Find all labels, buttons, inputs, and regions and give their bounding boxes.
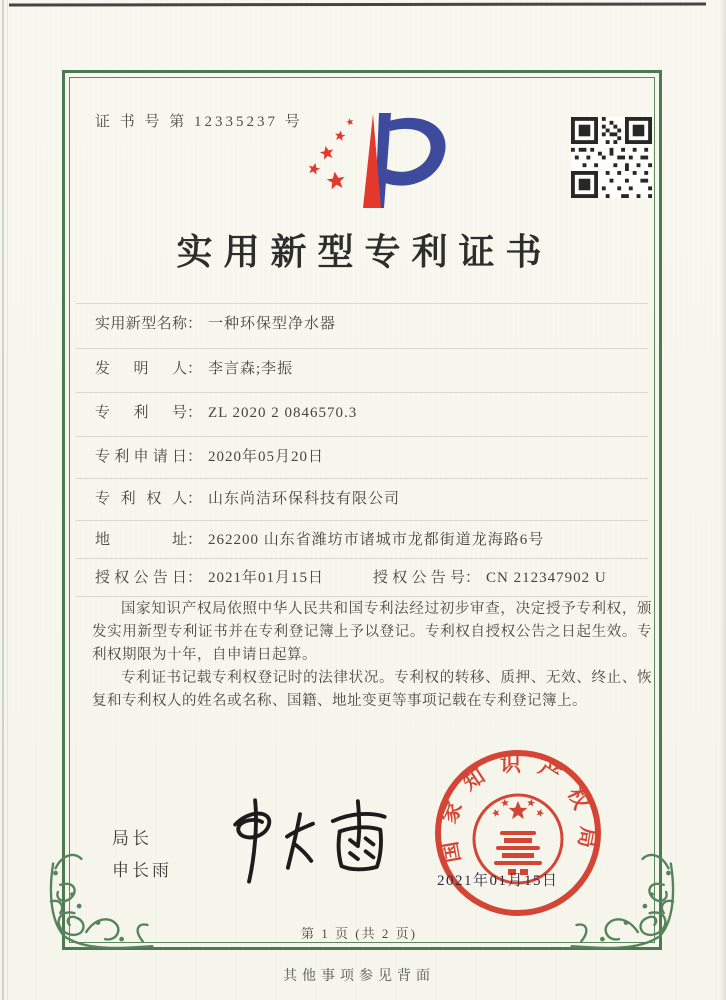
field-label: 实用新型名称 xyxy=(95,316,187,332)
certificate-number: 证 书 号 第 12335237 号 xyxy=(95,114,303,130)
scan-edge-artifact-left-2 xyxy=(7,0,8,1000)
field-label: 专利申请日 xyxy=(95,449,187,465)
scan-edge-artifact-top xyxy=(9,3,706,7)
seal-date: 2021年01月15日 xyxy=(437,873,559,889)
field-value: ZL 2020 2 0846570.3 xyxy=(208,405,358,421)
field-label: 发明人 xyxy=(95,361,187,377)
back-reference-note: 其他事项参见背面 xyxy=(283,969,435,984)
signatory-title: 局长 xyxy=(112,829,152,848)
official-seal xyxy=(432,747,604,919)
field-patent-number: 专利号： ZL 2020 2 0846570.3 xyxy=(95,401,357,422)
row-divider xyxy=(76,392,648,393)
field-label: 地址 xyxy=(95,532,187,548)
field-value: 李言森;李振 xyxy=(208,361,294,377)
row-divider xyxy=(76,303,648,304)
seal-ring-text: 国家知识产权局 xyxy=(435,751,601,865)
scan-edge-artifact-left xyxy=(2,0,4,1000)
field-grant-date: 授权公告日： 2021年01月15日 xyxy=(95,570,325,586)
qr-code xyxy=(571,117,652,198)
field-value: 山东尚洁环保科技有限公司 xyxy=(208,491,401,507)
field-utility-model-name: 实用新型名称： 一种环保型净水器 xyxy=(95,312,336,333)
field-label: 专利号 xyxy=(95,405,187,421)
field-value: 262200 山东省潍坊市诸城市龙都街道龙海路6号 xyxy=(208,532,545,548)
legal-paragraph-1: 国家知识产权局依照中华人民共和国专利法经过初步审查，决定授予专利权，颁发实用新型专利证书并在专利登记簿上予以登记。专利权自授权公告之日起生效。专利权期限为十年，自申请日起算。 xyxy=(92,601,652,663)
page-number: 第 1 页 (共 2 页) xyxy=(301,926,417,941)
field-value: 一种环保型净水器 xyxy=(208,316,337,332)
field-inventor: 发明人： 李言森;李振 xyxy=(95,357,293,378)
row-divider xyxy=(76,558,648,559)
signatory-name: 申长雨 xyxy=(112,861,172,880)
handwritten-signature xyxy=(205,790,395,885)
field-patentee: 专利权人： 山东尚洁环保科技有限公司 xyxy=(95,487,400,508)
row-divider xyxy=(76,478,648,479)
scan-edge-shadow-right xyxy=(720,0,726,1000)
field-grant-number: 授权公告号： CN 212347902 U xyxy=(373,570,607,586)
row-divider xyxy=(76,520,648,521)
legal-text xyxy=(92,598,652,713)
row-divider xyxy=(76,436,648,437)
field-value: 2020年05月20日 xyxy=(208,449,325,465)
row-divider xyxy=(76,348,648,349)
field-filing-date: 专利申请日： 2020年05月20日 xyxy=(95,445,324,466)
field-address: 地址： 262200 山东省潍坊市诸城市龙都街道龙海路6号 xyxy=(95,528,544,549)
certificate-title: 实用新型专利证书 xyxy=(176,232,553,272)
field-label: 专利权人 xyxy=(95,491,187,507)
legal-paragraph-2: 专利证书记载专利权登记时的法律状况。专利权的转移、质押、无效、终止、恢复和专利权人的姓名或名称、国籍、地址变更等事项记载在专利登记簿上。 xyxy=(92,670,652,709)
cnipa-logo xyxy=(288,108,458,216)
row-divider xyxy=(76,596,648,597)
field-grant-row xyxy=(95,566,655,587)
